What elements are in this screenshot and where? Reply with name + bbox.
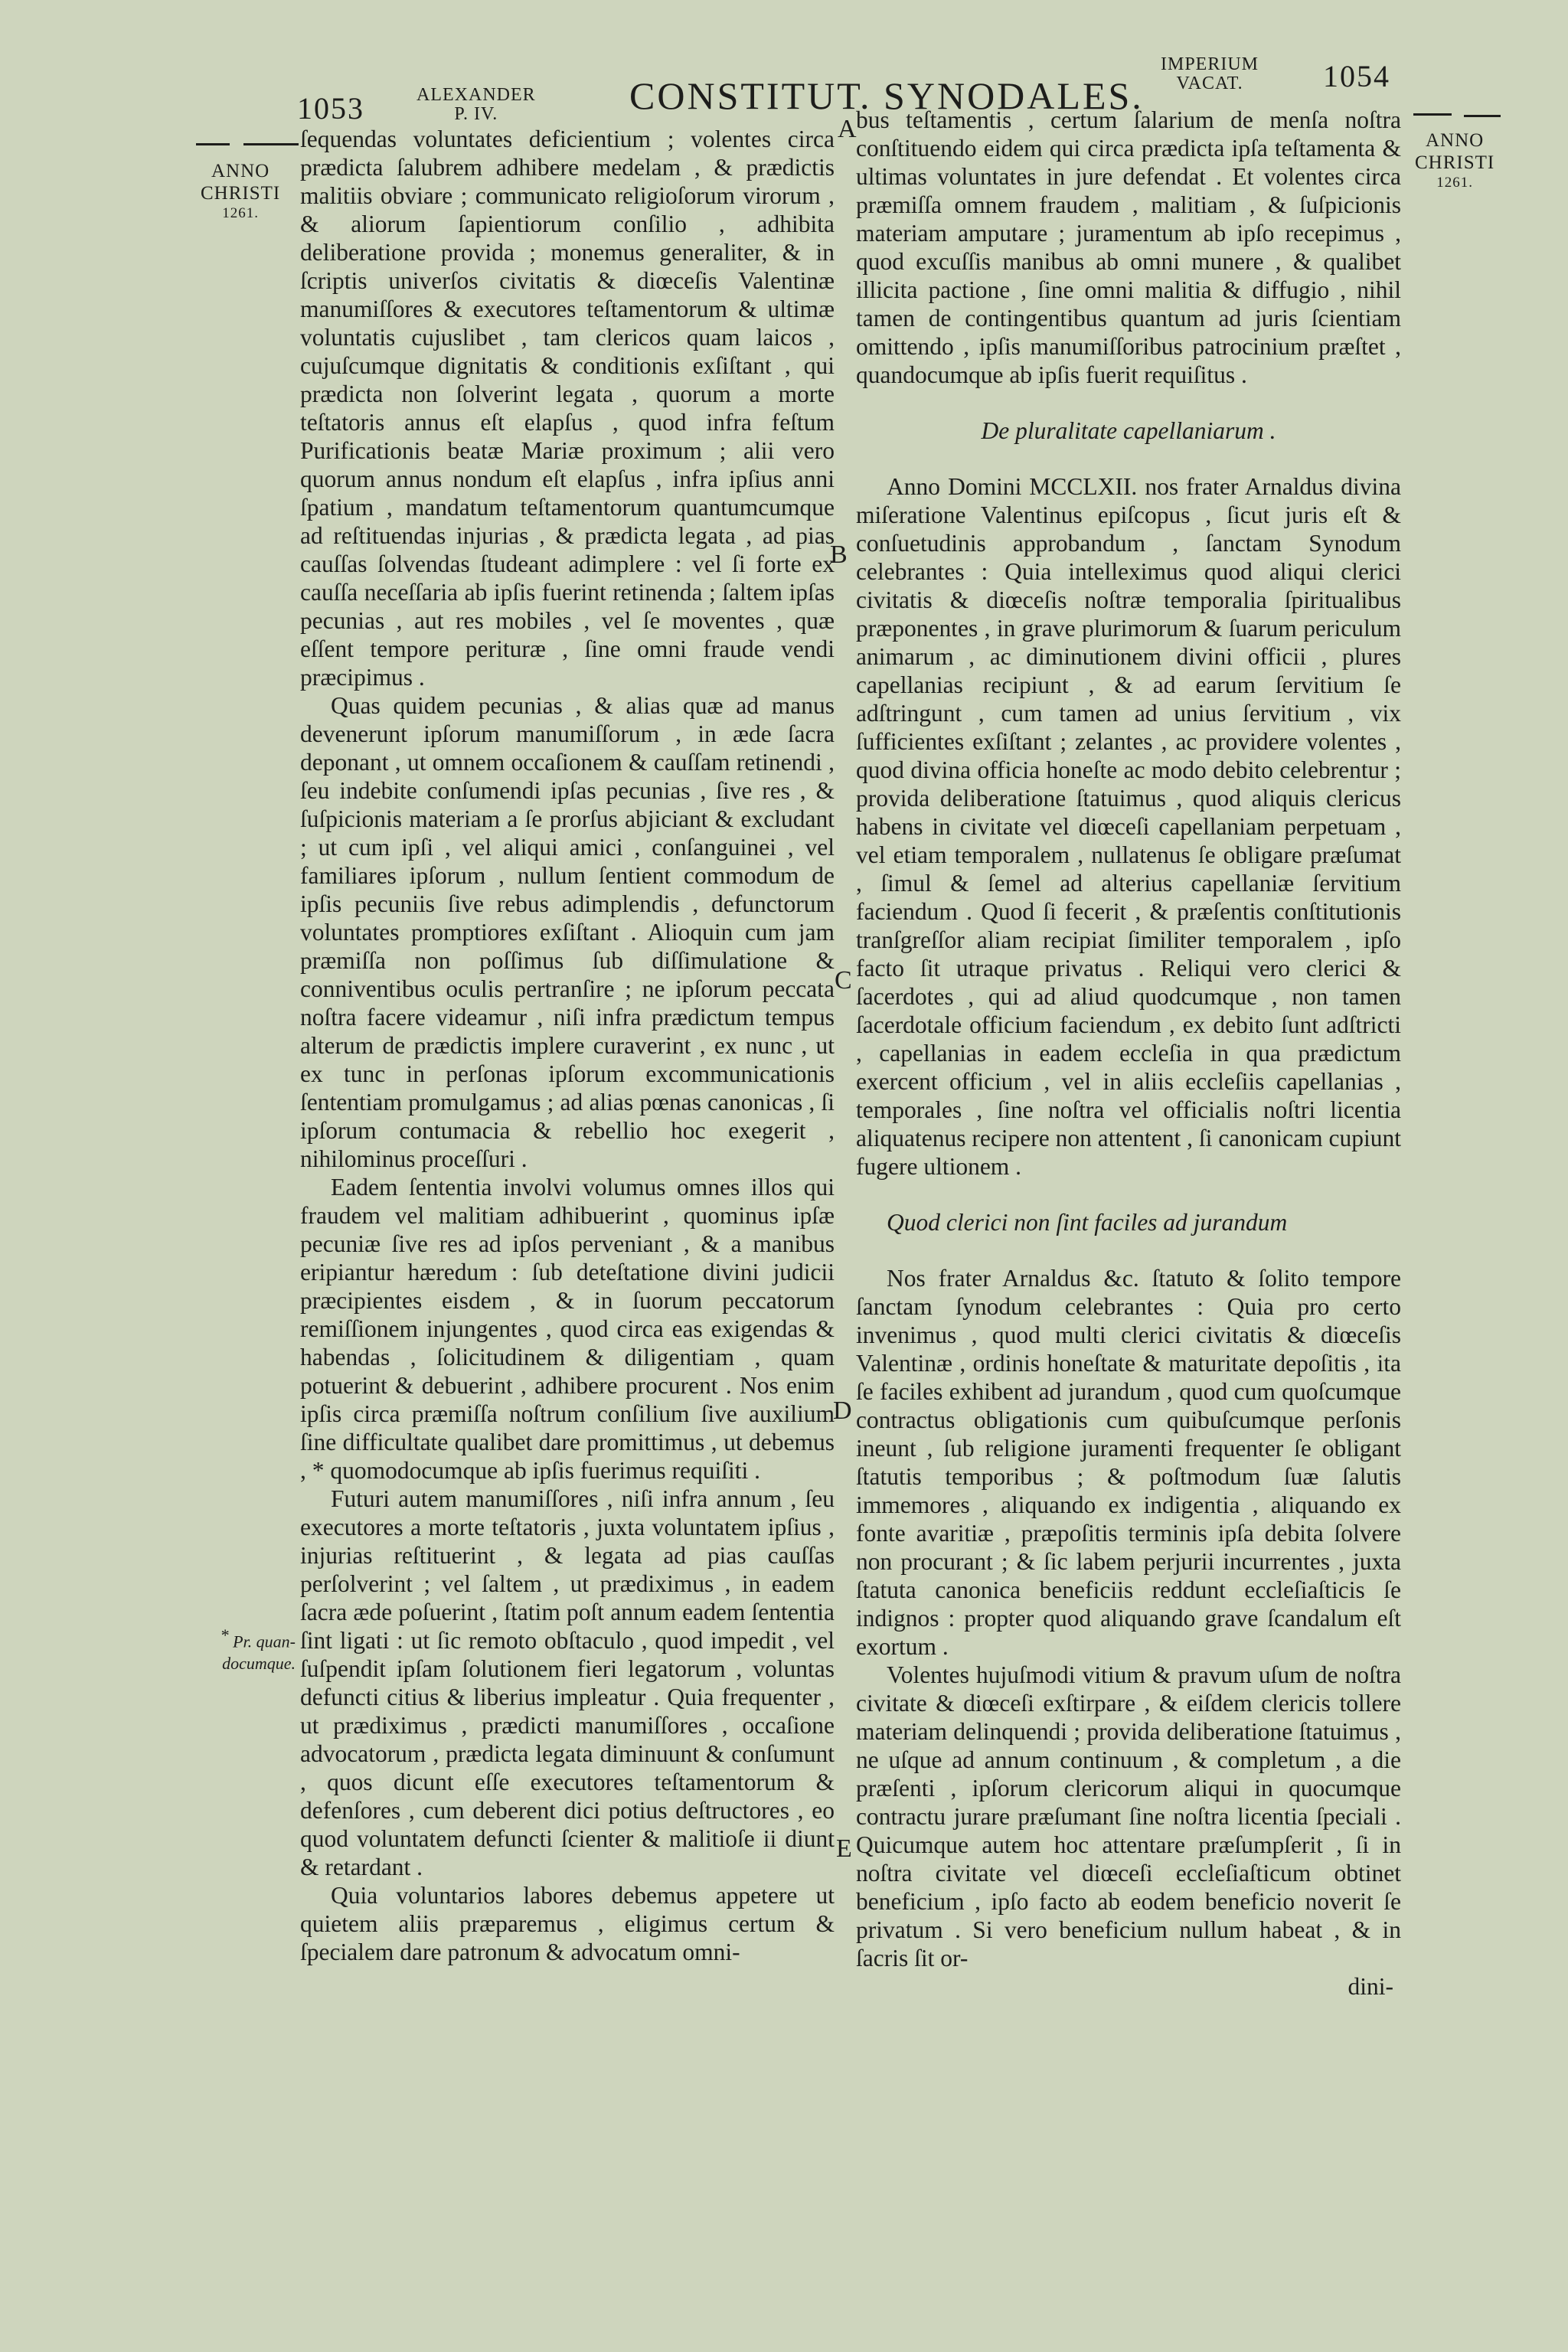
running-head-right-line: IMPERIUM (1161, 54, 1259, 74)
section-letter-c: C (835, 966, 852, 995)
margin-footnote (165, 1625, 296, 1675)
spacer (856, 445, 1401, 472)
margin-year-number: 1261. (1436, 174, 1473, 191)
margin-dash (243, 143, 299, 145)
paragraph: Anno Domini MCCLXII. nos frater Arnaldus divina miſeratione Valentinus epiſcopus , ſicut juris eſt & conſuetudinis approbandum , ſanctam Synodum celebrantes : Quia intelleximus quod aliqui clerici civitatis & diœceſis noſtræ temporalia ſpiritualibus præponentes , in grave plurimorum & ſuarum periculum animarum , ac diminutionem divini officii , plures capellanias recipiunt , & ad earum ſervitium ſe adſtringunt , cum tamen ad unius ſervitium , vix ſufficientes exſiſtant ; zelantes , ac providere volentes , quod divina officia honeſte ac modo debito celebrentur ; provida deliberatione ſtatuimus , quod aliquis clericus habens in civitate vel diœceſi capellaniam perpetuam , vel etiam temporalem , nullatenus ſe obligare præſumat , ſimul & ſemel ad alterius capellaniæ ſervitium faciendum . Quod ſi fecerit , & præſentis conſtitutionis tranſgreſſor aliam recipiat ſimiliter temporalem , ipſo facto ſit utraque privatus . Reliqui vero clerici & ſacerdotes , qui ad aliud quodcumque , non tamen ſacerdotale officium faciendum , ex debito ſunt adſtricti , capellanias in eadem eccleſia in qua prædictum exercent officium , vel in aliis eccleſiis capellanias , temporales , ſine noſtra vel officialis noſtri licentia aliquatenus recipere non attentent , ſi canonicam cupiunt fugere ultionem . (856, 473, 1401, 1180)
catchword: dini- (1348, 1973, 1393, 2000)
section-letter-e: E (836, 1834, 852, 1863)
paragraph: bus teſtamentis , certum ſalarium de menſa noſtra conſtituendo eidem qui circa prædicta ipſa teſtamenta & ultimas voluntates in jure defendat . Et volentes circa præmiſſa omnem fraudem , malitiam , & ſuſpicionis materiam amputare ; juramentum ab ipſo recepimus , quod excuſſis manibus ab omni munere , & qualibet illicita pactione , ſine omni malitia & diffugio , nihil tamen de contingentibus quantum ad juris ſcientiam omittendo , ipſis manumiſſoribus patrocinium præſtet , quandocumque ab ipſis fuerit requiſitus . (856, 106, 1401, 388)
section-letter-b: B (830, 541, 848, 569)
left-column (300, 125, 835, 1966)
footnote-mark: * (220, 1625, 229, 1645)
paragraph: Volentes hujuſmodi vitium & pravum uſum de noſtra civitate & diœceſi exſtirpare , & eiſdem clericis tollere materiam delinquendi ; provida deliberatione ſtatuimus , ne uſque ad annum continuum , & completum , a die præſenti , ipſorum clericorum aliqui in quocumque contractu jurare præſumant ſine noſtra licentia ſpeciali . Quicumque autem hoc attentare præſumpſerit , ſi in noſtra civitate vel diœceſi eccleſiaſticum obtinet beneficium , ipſo facto ab eodem beneficio noverit ſe privatum . Si vero beneficium nullum habeat , & in ſacris ſit or- (856, 1661, 1401, 1971)
paragraph: Nos frater Arnaldus &c. ſtatuto & ſolito tempore ſanctam ſynodum celebrantes : Quia pro certo invenimus , quod multi clerici civitatis & diœceſis Valentinæ , ordinis honeſtate & maturitate depoſitis , ita ſe faciles exhibent ad jurandum , quod cum quoſcumque contractus obligationis cum quibuſcumque perſonis ineunt , ſub religione juramenti frequenter ſe obligant ſtatutis temporibus ; & poſtmodum ſuæ ſalutis immemores , aliquando ex indigentia , aliquando ex fonte avaritiæ , præpoſitis terminis ipſa debita ſolvere non procurant ; & ſic labem perjurii incurrentes , juxta ſtatuta canonica beneficiis reddunt eccleſiaſticis ſe indignos : propter quod aliquando grave ſcandalum eſt exortum . (856, 1265, 1401, 1660)
page-number-right: 1054 (1323, 59, 1390, 93)
section-letter-d: D (833, 1396, 852, 1425)
running-head-left-line: P. IV. (454, 104, 498, 125)
section-letter-a: A (838, 115, 857, 143)
paragraph: Quia voluntarios labores debemus appetere ut quietem aliis præparemus , eligimus certum & ſpecialem dare patronum & advocatum omni- (300, 1882, 835, 1965)
margin-year-line: CHRISTI (201, 182, 281, 204)
paragraph: Quas quidem pecunias , & alias quæ ad manus devenerunt ipſorum manumiſſorum , in æde ſacra deponant , ut omnem occaſionem & cauſſam retinendi , ſeu indebite conſumendi ipſas pecunias , ſive res , & ſuſpicionis materiam a ſe prorſus abjiciant & excludant ; ut cum ipſi , vel aliqui amici , conſanguinei , vel familiares ipſorum , nullum ſentient commodum de ipſis pecuniis ſive rebus adimplendis , defunctorum voluntates promptiores exſiſtant . Alioquin cum jam præmiſſa non poſſimus ſub diſſimulatione & conniventibus oculis pertranſire ; ne ipſorum peccata noſtra facere videamur , niſi infra prædictum tempus alterum de prædictis implere curaverint , ex nunc , ut ex tunc in perſonas ipſorum excommunicationis ſententiam promulgamus ; ad alias pœnas canonicas , ſi ipſorum contumacia & rebellio hoc exegerit , nihilominus proceſſuri . (300, 692, 835, 1172)
paragraph: Futuri autem manumiſſores , niſi infra annum , ſeu executores a morte teſtatoris , juxta voluntatem ipſius , injurias reſtituerint , & legata ad pias cauſſas perſolverint ; vel ſaltem , ut prædiximus , in eadem ſacra æde poſuerint , ſtatim poſt annum eadem ſententia ſint ligati : ut ſic remoto obſtaculo , quod impedit , vel ſuſpendit ipſam ſolutionem fieri legatorum , voluntas defuncti citius & liberius impleatur . Quia frequenter , ut prædiximus , prædicti manumiſſores , occaſione advocatorum , prædicta legata diminuunt & conſumunt , quos dicunt eſſe executores teſtamentorum & defenſores , cum deberent dici potius deſtructores , eo quod voluntatem defuncti ſcienter & malitioſe ii diunt & retardant . (300, 1485, 835, 1880)
margin-year-left (201, 161, 280, 221)
page-title: CONSTITUT. SYNODALES. (629, 74, 1144, 117)
running-head-left (416, 86, 536, 124)
margin-year-number: 1261. (222, 204, 259, 221)
margin-year-line: ANNO (1426, 130, 1485, 151)
paragraph: Eadem ſententia involvi volumus omnes illos qui fraudem vel malitiam adhibuerint , quominus ipſæ pecuniæ ſive res ad ipſos perveniant , & a manibus eripiantur hæredum : ſub deteſtatione divini judicii præcipientes eisdem , & in ſuorum peccatorum remiſſionem injungentes , quod circa eas exigendas & habendas , ſolicitudinem & diligentiam , quam potuerint & debuerint , adhibere procurent . Nos enim ipſis circa præmiſſa noſtrum conſilium ſive auxilium ſine difficultate qualibet dare promittimus , ut debemus , * quomodocumque ab ipſis fuerimus requiſiti . (300, 1174, 835, 1484)
running-head-right (1161, 55, 1259, 93)
margin-dash (1413, 113, 1452, 116)
margin-dash (196, 143, 230, 145)
spacer (856, 1236, 1401, 1264)
section-heading: De pluralitate capellaniarum . (981, 417, 1276, 444)
right-column (856, 106, 1401, 2001)
margin-year-line: ANNO (211, 161, 270, 181)
running-head-right-line: VACAT. (1176, 74, 1243, 94)
margin-dash (1464, 115, 1501, 117)
running-head-left-line: ALEXANDER (416, 85, 536, 105)
section-heading: Quod clerici non ſint faciles ad jurandum (887, 1209, 1288, 1236)
footnote-text: Pr. quan-documque. (222, 1632, 296, 1673)
margin-year-line: CHRISTI (1415, 152, 1495, 173)
margin-year-right (1415, 130, 1494, 191)
page-number-left: 1053 (297, 91, 364, 126)
spacer (856, 389, 1401, 416)
paragraph: ſequendas voluntates deficientium ; volentes circa prædicta ſalubrem adhibere medelam , & prædictis malitiis obviare ; communicato religioſorum virorum , & aliorum ſapientiorum conſilio , adhibita deliberatione provida ; monemus generaliter, & in ſcriptis univerſos civitatis & diœceſis Valentinæ manumiſſores & executores teſtamentorum & ultimæ voluntatis cujuslibet , tam clericos quam laicos , cujuſcumque dignitatis & conditionis exſiſtant , qui prædicta non ſolverint legata , quorum a morte teſtatoris annus eſt elapſus , quod infra feſtum Purificationis beatæ Mariæ proximum ; alii vero quorum annus nondum eſt elapſus , infra ipſius anni ſpatium , mandatum teſtamentorum quantumcumque ad reſtituendas injurias , & prædicta legata , ad pias cauſſas ſolvendas ſtudeant adimplere : vel ſi forte ex cauſſa neceſſaria ab ipſis fuerint retinenda ; ſaltem ipſas pecunias , aut res mobiles , vel ſe moventes , quæ eſſent tempore perituræ , ſine omni fraude vendi præcipimus . (300, 126, 835, 691)
spacer (856, 1181, 1401, 1208)
